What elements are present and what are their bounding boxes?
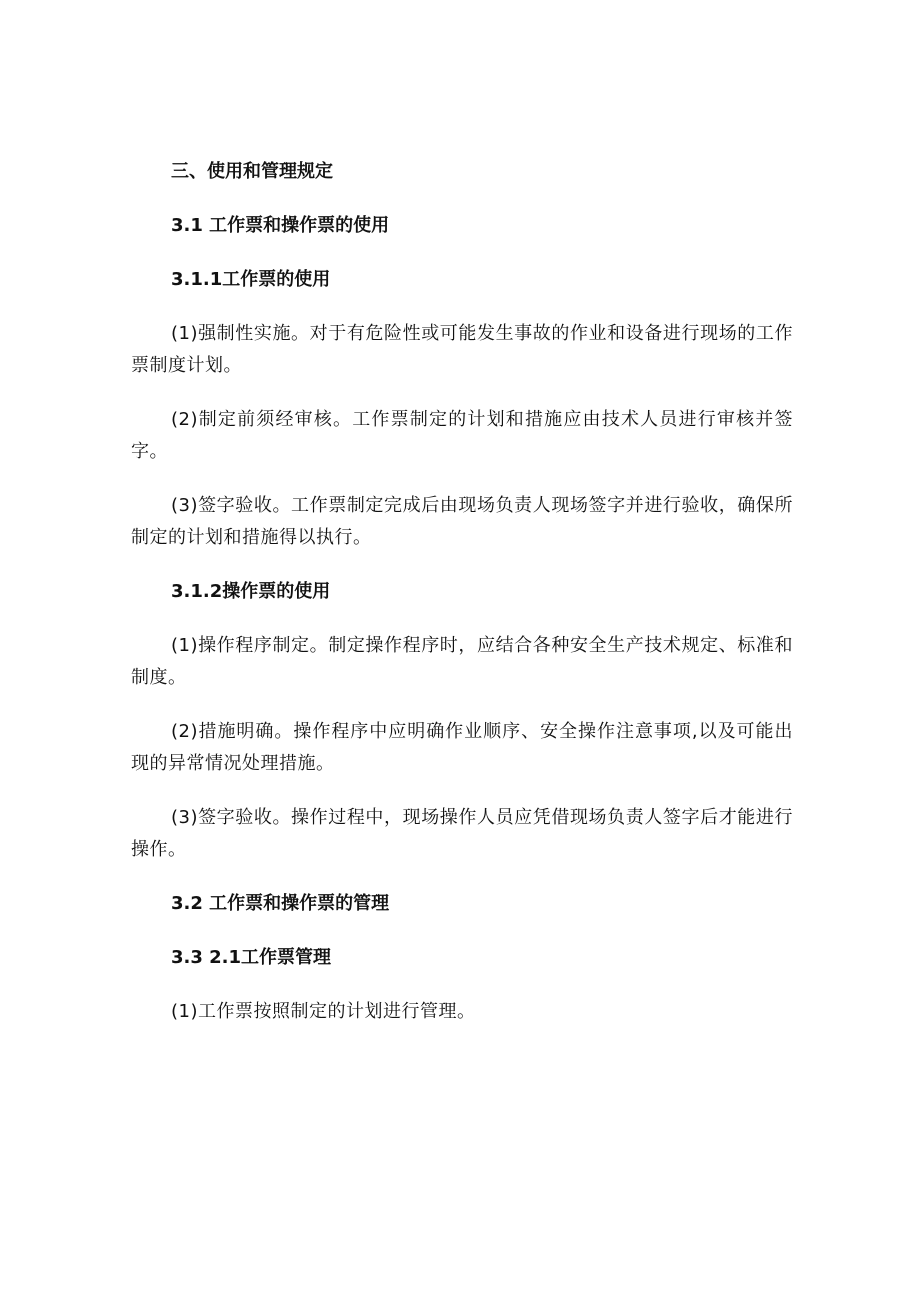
subsubsection-heading: 3.1.1工作票的使用 [171,269,331,290]
document-body [131,156,793,1050]
subsubsection-heading: 3.3 2.1工作票管理 [171,947,332,968]
paragraph: (2)制定前须经审核。工作票制定的计划和措施应由技术人员进行审核并签字。 [131,409,793,462]
section-heading: 三、使用和管理规定 [171,161,333,182]
paragraph: (2)措施明确。操作程序中应明确作业顺序、安全操作注意事项,以及可能出现的异常情况处理措施。 [131,721,793,774]
paragraph: (1)强制性实施。对于有危险性或可能发生事故的作业和设备进行现场的工作票制度计划。 [131,323,793,376]
paragraph: (3)签字验收。操作过程中，现场操作人员应凭借现场负责人签字后才能进行操作。 [131,807,793,860]
paragraph: (1)操作程序制定。制定操作程序时，应结合各种安全生产技术规定、标准和制度。 [131,635,793,688]
paragraph: (1)工作票按照制定的计划进行管理。 [171,1001,476,1022]
subsection-heading: 3.2 工作票和操作票的管理 [171,893,390,914]
subsection-heading: 3.1 工作票和操作票的使用 [171,215,390,236]
paragraph: (3)签字验收。工作票制定完成后由现场负责人现场签字并进行验收，确保所制定的计划和措施得以执行。 [131,495,793,548]
subsubsection-heading: 3.1.2操作票的使用 [171,581,331,602]
